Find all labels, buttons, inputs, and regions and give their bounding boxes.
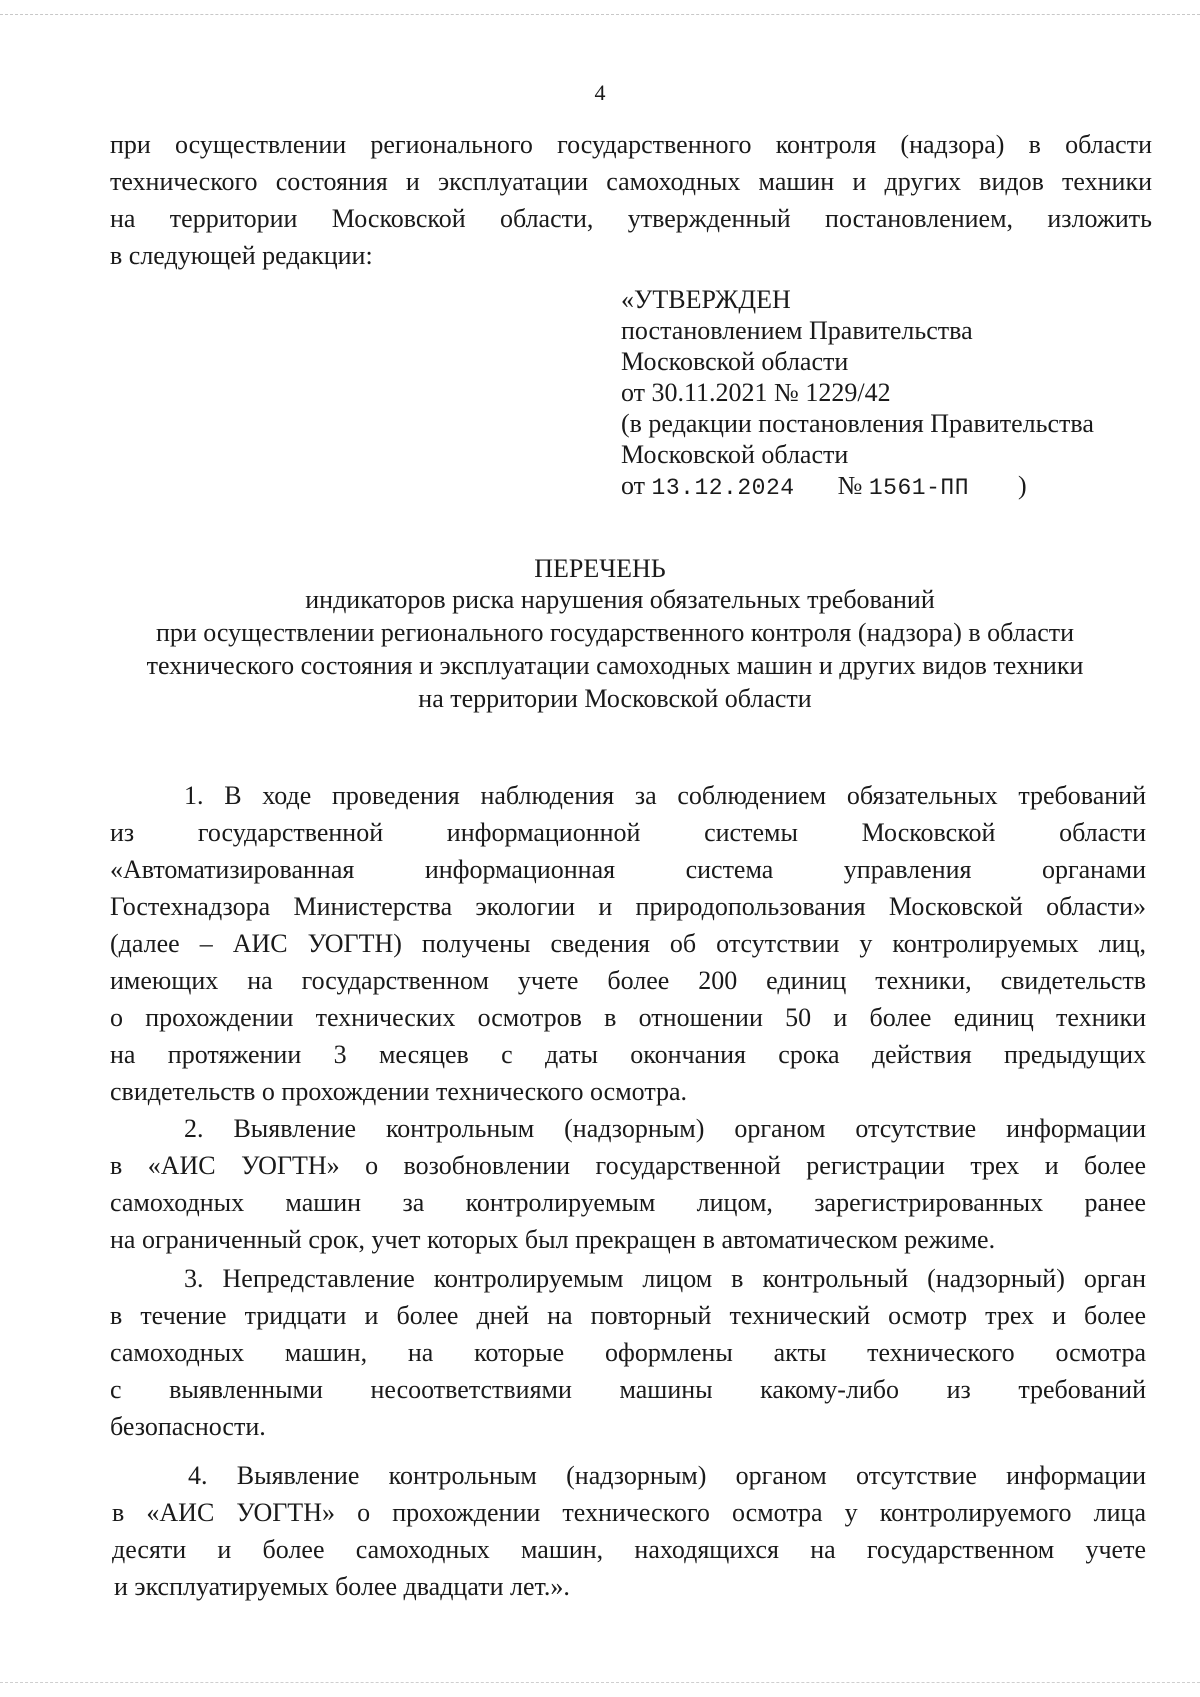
approval-close-paren: ) — [1018, 471, 1027, 500]
subtitle-line: при осуществлении регионального государственного контроля (надзора) в области — [155, 618, 1075, 647]
approval-date-line — [621, 470, 1161, 504]
item-line: из государственной информационной системы Московской области — [110, 818, 1146, 847]
item-line: самоходных машин, на которые оформлены акты технического осмотра — [110, 1338, 1146, 1367]
page-number: 4 — [594, 80, 606, 105]
approval-line: Московской области — [621, 440, 849, 469]
intro-line: при осуществлении регионального государственного контроля (надзора) в области — [110, 130, 1152, 159]
item-line: и эксплуатируемых более двадцати лет.». — [114, 1572, 570, 1601]
item-line: в «АИС УОГТН» о возобновлении государственной регистрации трех и более — [110, 1151, 1146, 1180]
item-line: 2. Выявление контрольным (надзорным) органом отсутствие информации — [184, 1114, 1146, 1143]
item-line: на ограниченный срок, учет которых был прекращен в автоматическом режиме. — [110, 1225, 996, 1254]
approval-line: Московской области — [621, 347, 849, 376]
subtitle-line: индикаторов риска нарушения обязательных требований — [305, 585, 935, 614]
intro-line: на территории Московской области, утвержденный постановлением, изложить — [110, 204, 1152, 233]
approval-line: (в редакции постановления Правительства — [621, 409, 1094, 438]
subtitle-line: на территории Московской области — [418, 684, 812, 713]
item-line: 1. В ходе проведения наблюдения за соблюдением обязательных требований — [184, 781, 1146, 810]
approval-date-prefix: от — [621, 471, 646, 500]
item-line: в течение тридцати и более дней на повторный технический осмотр трех и более — [110, 1301, 1146, 1330]
approval-line: от 30.11.2021 № 1229/42 — [621, 378, 891, 407]
item-line: имеющих на государственном учете более 200 единиц техники, свидетельств — [110, 966, 1146, 995]
scan-edge-top — [0, 14, 1200, 15]
item-line: с выявленными несоответствиями машины какому-либо из требований — [110, 1375, 1146, 1404]
document-title: ПЕРЕЧЕНЬ — [534, 554, 666, 583]
intro-line: технического состояния и эксплуатации самоходных машин и других видов техники — [110, 167, 1152, 196]
item-line: десяти и более самоходных машин, находящихся на государственном учете — [112, 1535, 1146, 1564]
approval-block — [621, 284, 1161, 504]
item-line: (далее – АИС УОГТН) получены сведения об отсутствии у контролируемых лиц, — [110, 929, 1146, 958]
subtitle-line: технического состояния и эксплуатации самоходных машин и других видов техники — [146, 651, 1084, 680]
scan-edge-bottom — [0, 1682, 1200, 1683]
approval-date: 13.12.2024 — [651, 475, 795, 501]
item-line: о прохождении технических осмотров в отношении 50 и более единиц техники — [110, 1003, 1146, 1032]
approval-line: постановлением Правительства — [621, 316, 973, 345]
item-line: свидетельств о прохождении технического осмотра. — [110, 1077, 688, 1106]
item-line: Гостехнадзора Министерства экологии и природопользования Московской области» — [110, 892, 1146, 921]
item-line: безопасности. — [110, 1412, 266, 1441]
intro-line: в следующей редакции: — [110, 241, 373, 270]
item-line: на протяжении 3 месяцев с даты окончания срока действия предыдущих — [110, 1040, 1146, 1069]
item-line: самоходных машин за контролируемым лицом, зарегистрированных ранее — [110, 1188, 1146, 1217]
item-line: в «АИС УОГТН» о прохождении технического осмотра у контролируемого лица — [112, 1498, 1146, 1527]
approval-number-sign: № — [837, 471, 863, 500]
item-line: 4. Выявление контрольным (надзорным) органом отсутствие информации — [188, 1461, 1146, 1490]
approval-number: 1561-ПП — [868, 475, 969, 501]
item-line: 3. Непредставление контролируемым лицом в контрольный (надзорный) орган — [184, 1264, 1146, 1293]
approval-stamp: «УТВЕРЖДЕН — [621, 285, 791, 314]
item-line: «Автоматизированная информационная система управления органами — [110, 855, 1146, 884]
